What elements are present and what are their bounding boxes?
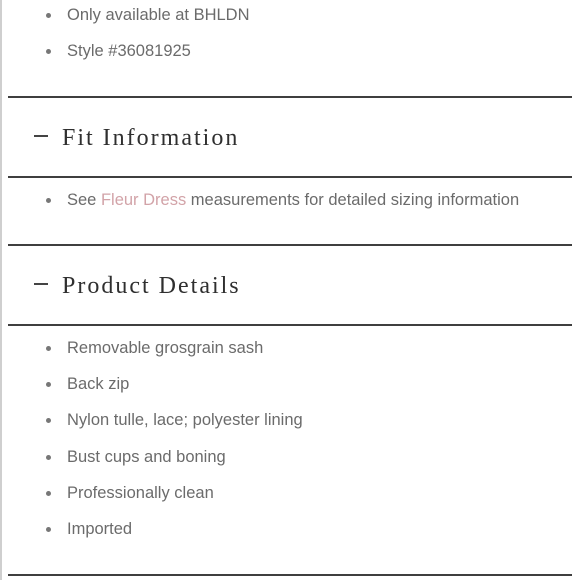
fit-item-text — [67, 189, 519, 211]
bullet-icon — [46, 382, 51, 387]
list-item-text: Bust cups and boning — [67, 448, 226, 466]
section-divider — [8, 574, 572, 576]
section-divider — [8, 244, 572, 246]
list-item-text: Only available at BHLDN — [67, 6, 250, 24]
list-item-text: Imported — [67, 520, 133, 538]
section-divider — [8, 96, 572, 98]
list-item-text: Professionally clean — [67, 484, 214, 502]
section-divider — [8, 176, 572, 178]
fit-item-prefix: See — [67, 191, 101, 209]
fleur-dress-link[interactable]: Fleur Dress — [100, 191, 187, 209]
section-title: Product Details — [62, 273, 241, 299]
fit-information-header[interactable] — [34, 123, 239, 153]
left-border — [0, 0, 2, 580]
bullet-icon — [46, 527, 51, 532]
section-title: Fit Information — [62, 125, 240, 151]
list-item-text: Nylon tulle, lace; polyester lining — [67, 411, 303, 429]
bullet-icon — [46, 455, 51, 460]
product-details-header[interactable] — [34, 271, 241, 301]
bullet-icon — [46, 198, 51, 203]
bullet-icon — [46, 49, 51, 54]
collapse-minus-icon[interactable] — [34, 135, 48, 137]
list-item-text: Back zip — [67, 375, 130, 393]
bullet-icon — [46, 418, 51, 423]
bullet-icon — [46, 13, 51, 18]
fit-item-suffix: measurements for detailed sizing information — [186, 191, 520, 209]
section-divider — [8, 324, 572, 326]
bullet-icon — [46, 491, 51, 496]
product-info-panel — [8, 0, 572, 580]
bullet-icon — [46, 346, 51, 351]
collapse-minus-icon[interactable] — [34, 283, 48, 285]
list-item-text: Removable grosgrain sash — [67, 339, 264, 357]
list-item-text: Style #36081925 — [67, 42, 191, 60]
